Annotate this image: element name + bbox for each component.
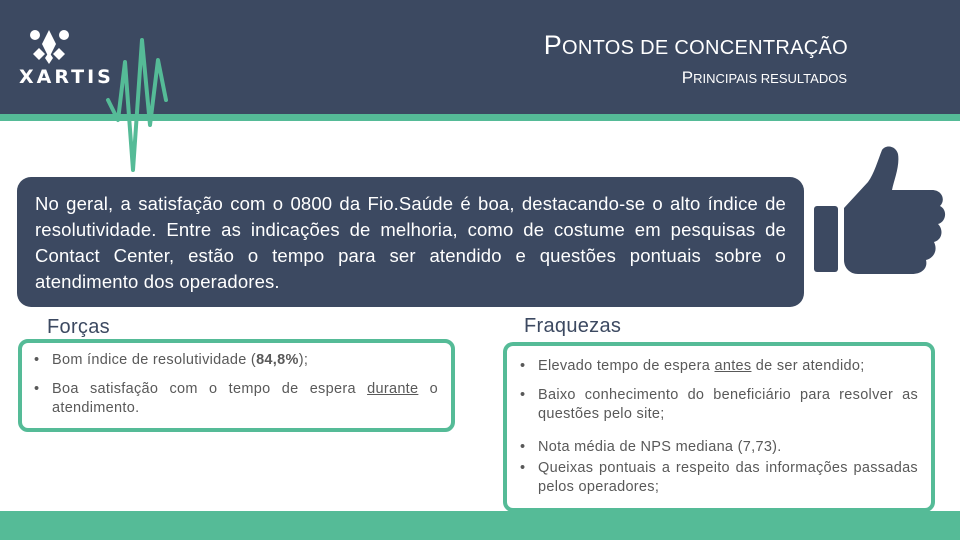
list-item-text: Elevado tempo de espera xyxy=(538,358,715,374)
list-item: • Baixo conhecimento do beneficiário para resolver as questões pelo site; xyxy=(516,386,918,424)
list-item xyxy=(516,357,918,376)
list-item: • Queixas pontuais a respeito das informações passadas pelos operadores; xyxy=(516,459,918,497)
list-item-underline: durante xyxy=(367,381,419,397)
fraquezas-list xyxy=(516,357,918,497)
list-item-text: o atendimento. xyxy=(52,381,438,416)
page-subtitle-rest: RINCIPAIS RESULTADOS xyxy=(693,71,847,86)
list-item: • Nota média de NPS mediana (7,73). xyxy=(516,438,918,457)
page-title xyxy=(544,30,848,61)
footer-bar xyxy=(0,511,960,540)
fraquezas-label: Fraquezas xyxy=(524,315,622,337)
list-item-bold: 84,8% xyxy=(256,352,299,368)
list-item-text: Bom índice de resolutividade ( xyxy=(52,352,257,368)
list-item xyxy=(30,351,438,370)
fraquezas-box xyxy=(503,342,935,512)
page-title-rest: ONTOS DE CONCENTRAÇÃO xyxy=(562,37,848,59)
list-item xyxy=(30,380,438,418)
list-item-text: Boa satisfação com o tempo de espera xyxy=(52,381,368,397)
list-item-text: ); xyxy=(298,352,309,368)
forcas-box xyxy=(18,339,455,432)
page-subtitle-initial: P xyxy=(681,68,694,87)
summary-text: No geral, a satisfação com o 0800 da Fio.Saúde é boa, destacando-se o alto índice de resolutividade. Entre as indicações de melhoria, como de costume em pesquisas de Contact Center, estão o tempo para ser atendido e questões pontuais sobre o atendimento dos operadores. xyxy=(35,193,786,292)
page-title-initial: P xyxy=(543,30,563,60)
page-subtitle xyxy=(682,68,847,88)
logo-text: XARTIS xyxy=(19,66,114,88)
thumbs-up-icon xyxy=(812,142,952,282)
forcas-label: Forças xyxy=(47,316,110,338)
forcas-list xyxy=(30,351,438,418)
list-item-underline: antes xyxy=(714,358,752,374)
list-item-text: de ser atendido; xyxy=(751,358,865,374)
summary-box xyxy=(17,177,804,307)
